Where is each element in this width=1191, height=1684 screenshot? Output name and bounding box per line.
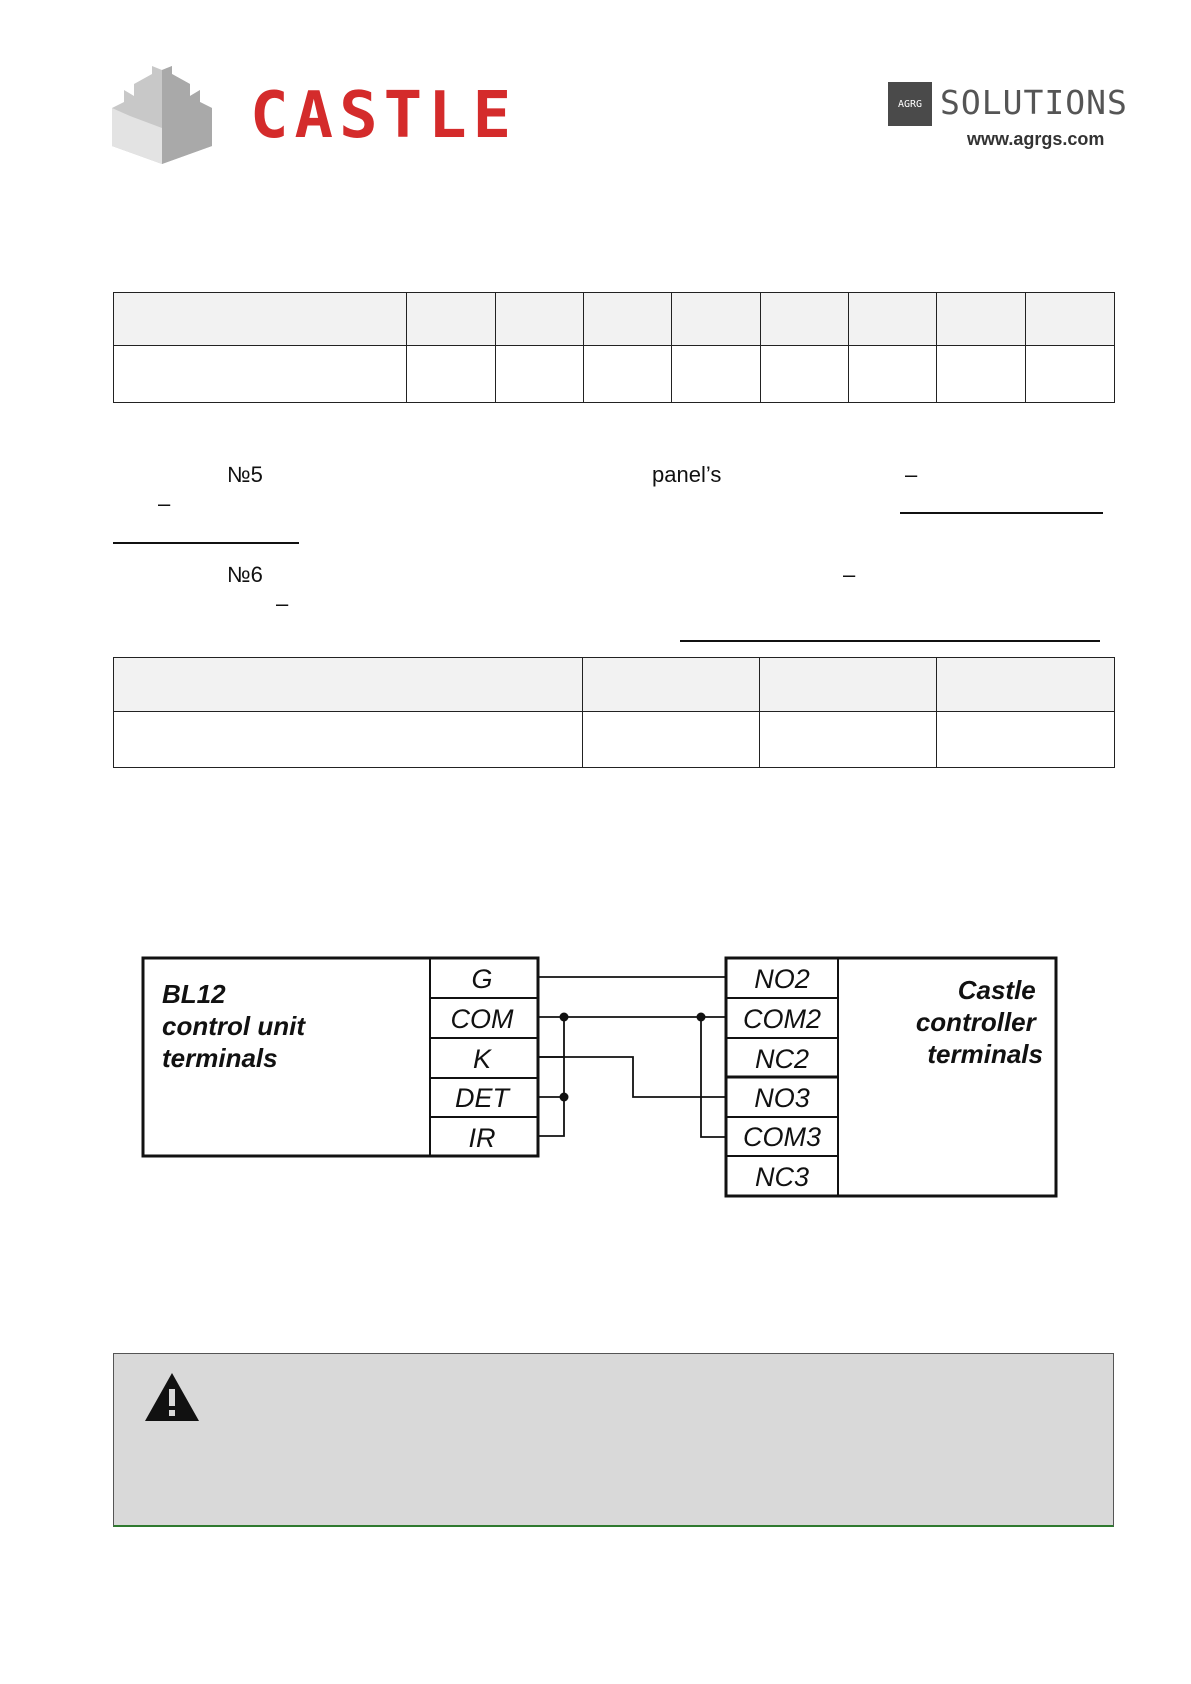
item-5-dash-2: – — [158, 491, 171, 516]
castle-title-line: Castle — [957, 975, 1036, 1005]
castle-terminal-no3: NO3 — [754, 1083, 810, 1113]
table-cell — [672, 293, 761, 346]
table-cell — [1026, 346, 1115, 403]
table-cell — [937, 293, 1026, 346]
wire-com-ir — [538, 1017, 564, 1136]
table-cell — [672, 346, 761, 403]
table-cell — [496, 293, 584, 346]
wire-junction — [697, 1013, 706, 1022]
castle-brand-wordmark: CASTLE — [250, 79, 518, 153]
table-1-row — [114, 346, 1115, 403]
solutions-wordmark: SOLUTIONS — [940, 83, 1128, 122]
castle-terminal-com3: COM3 — [742, 1122, 822, 1152]
wire-k-no3 — [538, 1057, 726, 1097]
wiring-diagram — [140, 950, 1065, 1205]
table-cell — [114, 293, 407, 346]
bl12-title-line: terminals — [162, 1043, 278, 1073]
castle-tower-logo — [112, 66, 212, 164]
bl12-title-line: control unit — [162, 1011, 305, 1041]
castle-title — [916, 975, 1043, 1069]
agrg-logo-text: AGRG — [897, 98, 923, 110]
table-cell — [760, 712, 937, 768]
item-5-panel-word: panel’s — [652, 462, 722, 487]
table-1-header-row — [114, 293, 1115, 346]
table-1 — [113, 292, 1115, 403]
table-cell — [407, 346, 496, 403]
item-6-underline — [680, 640, 1100, 642]
castle-title-line: terminals — [927, 1039, 1043, 1069]
table-cell — [407, 293, 496, 346]
table-cell — [849, 346, 937, 403]
table-cell — [114, 712, 583, 768]
table-2 — [113, 657, 1115, 768]
wire-junction — [560, 1013, 569, 1022]
item-5-underline-2 — [113, 542, 299, 544]
wire-junction — [560, 1093, 569, 1102]
table-cell — [583, 712, 760, 768]
castle-terminal-nc2: NC2 — [754, 1044, 810, 1074]
table-cell — [1026, 293, 1115, 346]
bl12-terminal-ir: IR — [468, 1123, 496, 1153]
item-5-number: №5 — [227, 462, 263, 487]
bl12-terminal-com: COM — [450, 1004, 514, 1034]
table-2-row — [114, 712, 1115, 768]
table-cell — [937, 346, 1026, 403]
wires — [538, 977, 726, 1137]
table-cell — [114, 658, 583, 712]
item-5-dash: – — [905, 462, 918, 487]
table-cell — [584, 293, 672, 346]
castle-terminal-nc3: NC3 — [754, 1162, 810, 1192]
item-5-underline — [900, 512, 1103, 514]
item-6-number: №6 — [227, 562, 263, 587]
table-cell — [849, 293, 937, 346]
table-cell — [761, 293, 849, 346]
bl12-terminal-det: DET — [455, 1083, 509, 1113]
table-cell — [937, 712, 1115, 768]
item-6-dash: – — [843, 562, 856, 587]
bl12-terminal-g: G — [471, 964, 493, 994]
table-cell — [760, 658, 937, 712]
table-cell — [937, 658, 1115, 712]
table-cell — [496, 346, 584, 403]
table-2-header-row — [114, 658, 1115, 712]
website-link[interactable]: www.agrgs.com — [967, 129, 1105, 149]
bl12-title-line: BL12 — [162, 979, 226, 1009]
warning-icon — [143, 1371, 201, 1423]
table-cell — [114, 346, 407, 403]
bl12-title — [162, 979, 312, 1073]
castle-terminal-no2: NO2 — [754, 964, 810, 994]
table-cell — [583, 658, 760, 712]
bl12-terminal-k: K — [472, 1044, 492, 1074]
agrg-logo-badge — [888, 82, 932, 126]
castle-title-line: controller — [915, 1007, 1036, 1037]
notice-box — [113, 1353, 1114, 1527]
castle-terminal-com2: COM2 — [742, 1004, 822, 1034]
table-cell — [584, 346, 672, 403]
wire-com2-com3 — [701, 1017, 726, 1137]
item-6-dash-2: – — [276, 591, 289, 616]
table-cell — [761, 346, 849, 403]
